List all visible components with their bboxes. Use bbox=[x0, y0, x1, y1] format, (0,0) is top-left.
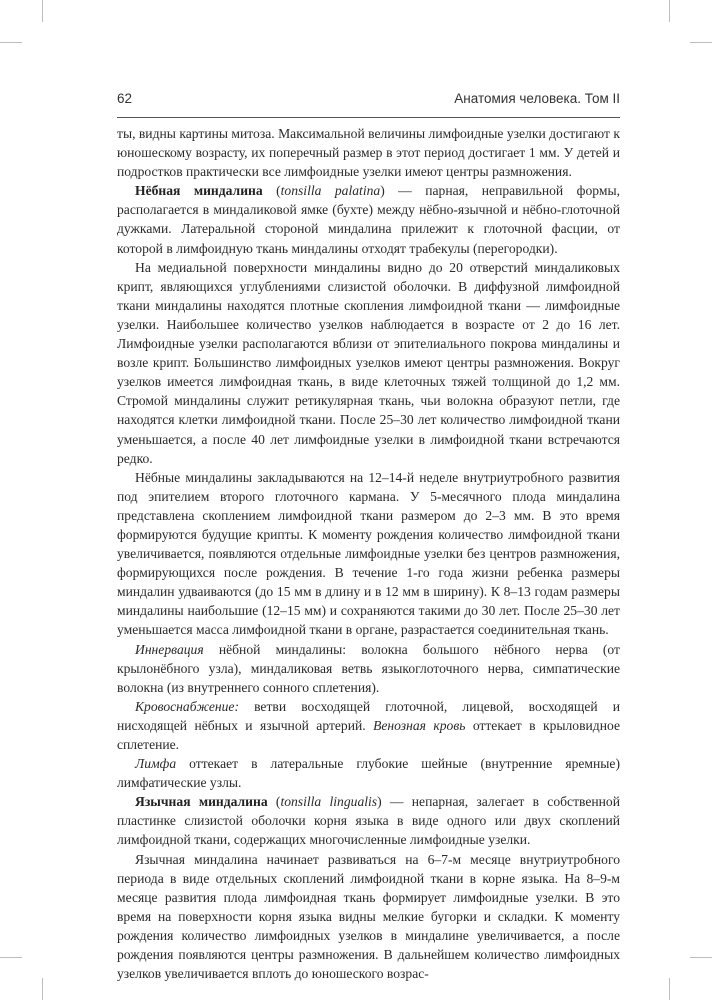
crop-mark bbox=[669, 978, 670, 1000]
paragraph: ты, видны картины митоза. Максимальной величины лимфоидные узелки достигают к юношескому возрасту, их поперечный размер в этот период достигает 1 мм. У детей и подростков практически все лимфоидные узелки имеют центры размножения. bbox=[117, 126, 620, 180]
crop-mark bbox=[42, 978, 43, 1000]
lead-term: Иннервация bbox=[135, 641, 204, 657]
paragraph-innervation: Иннервация нёбной миндалины: волокна большого нёбного нерва (от крылонёбного узла), миндаликовая ветвь языкоглоточного нерва, симпатические волокна (из внутреннего сонного сплетения). bbox=[117, 641, 620, 695]
latin-term: tonsilla lingualis bbox=[280, 794, 378, 810]
paragraph: Язычная миндалина начинает развиваться на 6–7-м месяце внутриутробного периода в виде отдельных скоплений лимфоидной ткани в корне языка. На 8–9-м месяце развития плода лимфоидная ткань формирует лимфоидные узелки. В это время на поверхности корня языка видны мелкие бугорки и складки. К моменту рождения количество лимфоидных узелков в миндалине увеличивается, а после рождения появляются центры размножения. В дальнейшем количество лимфоидных узелков увеличивается вплоть до юношеского возрас- bbox=[117, 851, 620, 982]
paragraph-lymph: Лимфа оттекает в латеральные глубокие шейные (внутренние яремные) лимфатические узлы. bbox=[117, 756, 620, 791]
crop-mark bbox=[0, 957, 22, 958]
paragraph: Нёбные миндалины закладываются на 12–14-й неделе внутриутробного развития под эпителием второго глоточного кармана. У 5-месячного плода миндалина представлена скоплением лимфоидной ткани размером до 2–3 мм. В это время формируются будущие крипты. К моменту рождения количество лимфоидной ткани увеличивается, появляются отдельные лимфоидные узелки без центров размножения, формирующихся после рождения. В течение 1-го года жизни ребенка размеры миндалин удваиваются (до 15 мм в длину и в 12 мм в ширину). К 8–13 годам размеры миндалины наибольшие (12–15 мм) и сохраняются такими до 30 лет. После 25–30 лет уменьшается масса лимфоидной ткани в органе, разрастается соединительная ткань. bbox=[117, 469, 620, 638]
lead-term: Лимфа bbox=[135, 756, 177, 772]
page-number: 62 bbox=[117, 91, 133, 106]
term-heading: Язычная миндалина bbox=[135, 794, 268, 810]
paragraph-palatine-tonsil: Нёбная миндалина (tonsilla palatina) — парная, неправильной формы, располагается в миндаликовой ямке (бухте) между нёбно-язычной и нёбно-глоточной дужками. Латеральной стороной миндалина прилежит к глоточной фасции, от которой в лимфоидную ткань миндалины отходят трабекулы (перегородки). bbox=[117, 183, 620, 256]
term-heading: Нёбная миндалина bbox=[135, 183, 263, 199]
crop-mark bbox=[0, 42, 22, 43]
crop-mark bbox=[669, 0, 670, 22]
paragraph-blood-supply: Кровоснабжение: ветви восходящей глоточной, лицевой, восходящей и нисходящей нёбных и язычной артерий. Венозная кровь оттекает в крыловидное сплетение. bbox=[117, 698, 620, 752]
header-rule bbox=[117, 117, 620, 118]
paragraph-lingual-tonsil: Язычная миндалина (tonsilla lingualis) — непарная, залегает в собственной пластинке слизистой оболочки корня языка в виде одного или двух скоплений лимфоидной ткани, содержащих многочисленные лимфоидные узелки. bbox=[117, 794, 621, 848]
lead-term: Венозная кровь bbox=[373, 717, 466, 733]
page-body bbox=[117, 124, 620, 983]
latin-term: tonsilla palatina bbox=[280, 183, 381, 199]
running-title: Анатомия человека. Том II bbox=[454, 91, 620, 106]
paragraph: На медиальной поверхности миндалины видно до 20 отверстий миндаликовых крипт, являющихся углублениями слизистой оболочки. В диффузной лимфоидной ткани миндалины находятся плотные скопления лимфоидной ткани — лимфоидные узелки. Наибольшее количество узелков наблюдается в возрасте от 2 до 16 лет. Лимфоидные узелки располагаются вблизи от эпителиального покрова миндалины и возле крипт. Большинство лимфоидных узелков имеют центры размножения. Вокруг узелков имеется лимфоидная ткань, в виде клеточных тяжей толщиной до 1,2 мм. Стромой миндалины служит ретикулярная ткань, чьи волокна образуют петли, где находятся клетки лимфоидной ткани. После 25–30 лет количество лимфоидной ткани уменьшается, а после 40 лет лимфоидные узелки в лимфоидной ткани встречаются редко. bbox=[117, 259, 620, 466]
running-header bbox=[117, 91, 620, 113]
crop-mark bbox=[42, 0, 43, 22]
lead-term: Кровоснабжение: bbox=[135, 698, 239, 714]
crop-mark bbox=[690, 957, 712, 958]
crop-mark bbox=[690, 42, 712, 43]
